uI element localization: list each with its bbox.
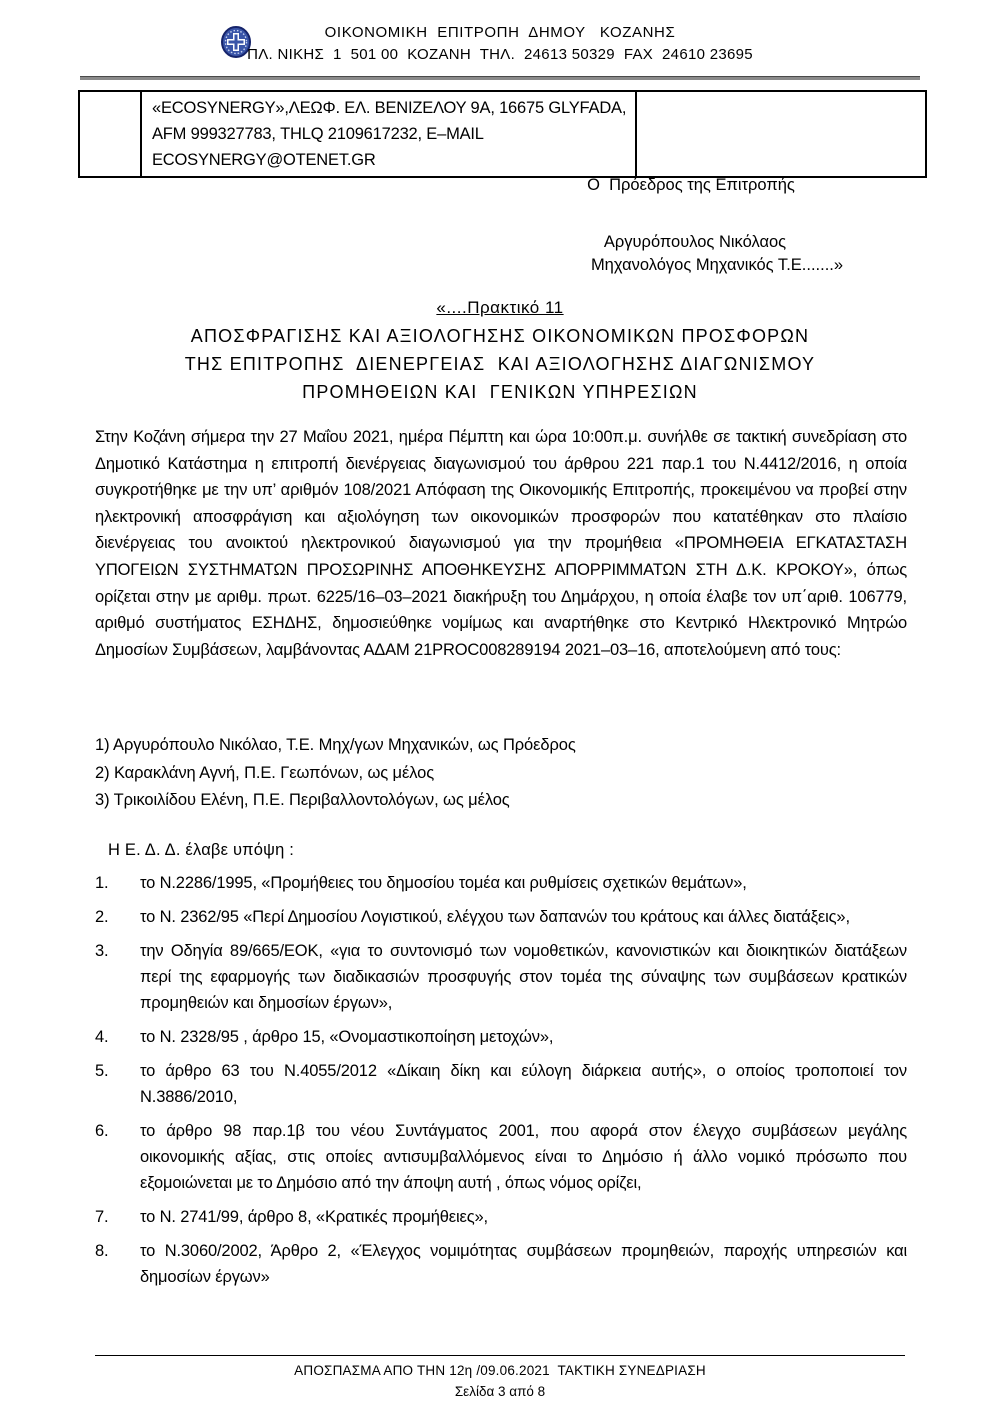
body-paragraph: Στην Κοζάνη σήμερα την 27 Μαΐου 2021, ημέρα Πέμπτη και ώρα 10:00π.μ. συνήλθε σε τακτική συνεδρίαση στο Δημοτικό Κατάστημα η επιτροπή διενέργειας διαγωνισμού του άρθρου 221 παρ.1 του Ν.4412/2016, η οποία συγκροτήθηκε με την υπ’ αριθμόν 108/2021 Απόφαση της Οικονομικής Επιτροπής, προκειμένου να προβεί στην ηλεκτρονική αποσφράγιση και αξιολόγηση των οικονομικών προσφορών που κατατέθηκαν στο πλαίσιο διενέργειας του ανοικτού ηλεκτρονικού διαγωνισμού για την προμήθεια «ΠΡΟΜΗΘΕΙΑ ΕΓΚΑΤΑΣΤΑΣΗ ΥΠΟΓΕΙΩΝ ΣΥΣΤΗΜΑΤΩΝ ΠΡΟΣΩΡΙΝΗΣ ΑΠΟΘΗΚΕΥΣΗΣ ΑΠΟΡΡΙΜΜΑΤΩΝ ΣΤΗ Δ.Κ. ΚΡΟΚΟΥ», όπως ορίζεται στην με αριθμ. πρωτ. 6225/16–03–2021 διακήρυξη του Δημάρχου, η οποία έλαβε τον υπ΄αριθ. 106779, αριθμό συστήματος ΕΣΗΔΗΣ, δημοσιεύθηκε νομίμως και αναρτήθηκε στο Κεντρικό Ηλεκτρονικό Μητρώο Δημοσίων Συμβάσεων, λαμβάνοντας ΑΔΑΜ 21PROC008289194 2021–03–16, αποτελούμενη από τους: <box>95 428 907 659</box>
list-item <box>95 1024 907 1050</box>
list-item-number: 3. <box>95 942 109 960</box>
table-cell-empty-left <box>79 91 141 177</box>
committee-member: 1) Αργυρόπουλο Νικόλαο, Τ.Ε. Μηχ/γων Μηχανικών, ως Πρόεδρος <box>95 736 576 754</box>
header-divider-rule <box>80 76 920 80</box>
header-address-line: ΠΛ. ΝΙΚΗΣ 1 501 00 ΚΟΖΑΝΗ ΤΗΛ. 24613 50329 FAX 24610 23695 <box>247 46 753 63</box>
signature-title: Ο Πρόεδρος της Επιτροπής <box>587 176 795 194</box>
heading-line-1: ΑΠΟΣΦΡΑΓΙΣΗΣ ΚΑΙ ΑΞΙΟΛΟΓΗΣΗΣ ΟΙΚΟΝΟΜΙΚΩΝ ΠΡΟΣΦΟΡΩΝ <box>190 326 810 346</box>
list-item-text: το άρθρο 98 παρ.1β του νέου Συντάγματος 2001, που αφορά στον έλεγχο συμβάσεων μεγάλης οικονομικής αξίας, στις οποίες αντισυμβαλλόμενος είναι το Δημόσιο ή άλλο νομικό πρόσωπο που εξομοιώνεται με το Δημόσιο από την άποψη αυτή , όπως νόμος ορίζει, <box>140 1122 907 1192</box>
list-item-number: 2. <box>95 908 109 926</box>
considered-intro: Η Ε. Δ. Δ. έλαβε υπόψη : <box>108 841 295 859</box>
considered-list <box>95 870 907 1298</box>
committee-member: 3) Τρικοιλίδου Ελένη, Π.Ε. Περιβαλλοντολόγων, ως μέλος <box>95 791 510 809</box>
list-item <box>95 938 907 1016</box>
table-row <box>79 91 926 177</box>
heading-praktiko: «....Πρακτικό 11 <box>436 298 564 317</box>
list-item-text: το Ν. 2741/99, άρθρο 8, «Κρατικές προμήθειες», <box>140 1208 488 1226</box>
heading-line-2: ΤΗΣ ΕΠΙΤΡΟΠΗΣ ΔΙΕΝΕΡΓΕΙΑΣ ΚΑΙ ΑΞΙΟΛΟΓΗΣΗΣ ΔΙΑΓΩΝΙΣΜΟΥ <box>184 354 816 374</box>
list-item-text: το άρθρο 63 του Ν.4055/2012 «Δίκαιη δίκη και εύλογη διάρκεια αυτής», ο οποίος τροποποιεί τον Ν.3886/2010, <box>140 1062 907 1106</box>
list-item <box>95 1204 907 1230</box>
list-item-number: 1. <box>95 874 109 892</box>
table-cell-empty-right <box>636 91 926 177</box>
footer-divider-rule <box>95 1355 905 1356</box>
table-cell-bidder-info: «ECOSYNERGY»,ΛΕΩΦ. ΕΛ. ΒΕΝΙΖΕΛΟΥ 9Α, 16675 GLYFADA, AFM 999327783, ΤΗLQ 2109617232, E–MAIL ECOSYNERGY@OTENET.GR <box>141 91 636 177</box>
list-item-text: το Ν. 2362/95 «Περί Δημοσίου Λογιστικού, ελέγχου των δαπανών του κράτους και άλλες διατάξεις», <box>140 908 850 926</box>
header-org-line: ΟΙΚΟΝΟΜΙΚΗ ΕΠΙΤΡΟΠΗ ΔΗΜΟΥ ΚΟΖΑΝΗΣ <box>324 24 676 41</box>
list-item <box>95 1058 907 1110</box>
signature-credentials: Μηχανολόγος Μηχανικός Τ.Ε.......» <box>590 256 844 274</box>
list-item-text: την Οδηγία 89/665/ΕΟΚ, «για το συντονισμό των νομοθετικών, κανονιστικών και διοικητικών διατάξεων περί της εφαρμογής των διαδικασιών προσφυγής στον τομέα της σύναψης των συμβάσεων κρατικών προμηθειών και δημοσίων έργων», <box>140 942 907 1012</box>
document-heading <box>0 294 1000 406</box>
list-item-text: το Ν. 2328/95 , άρθρο 15, «Ονομαστικοποίηση μετοχών», <box>140 1028 554 1046</box>
list-item-number: 8. <box>95 1242 109 1260</box>
committee-members-list <box>95 732 907 815</box>
bidder-table <box>78 90 927 178</box>
committee-member: 2) Καρακλάνη Αγνή, Π.Ε. Γεωπόνων, ως μέλος <box>95 763 435 782</box>
list-item-text: το Ν.2286/1995, «Προμήθειες του δημοσίου τομέα και ρυθμίσεις σχετικών θεμάτων», <box>140 874 747 892</box>
list-item <box>95 1118 907 1196</box>
list-item-number: 6. <box>95 1122 109 1140</box>
footer-page-number: Σελίδα 3 από 8 <box>454 1384 546 1399</box>
list-item <box>95 1238 907 1290</box>
heading-line-3: ΠΡΟΜΗΘΕΙΩΝ ΚΑΙ ΓΕΝΙΚΩΝ ΥΠΗΡΕΣΙΩΝ <box>302 382 698 402</box>
list-item-number: 5. <box>95 1062 109 1080</box>
list-item-number: 4. <box>95 1028 109 1046</box>
list-item <box>95 904 907 930</box>
footer-session-line: ΑΠΟΣΠΑΣΜΑ ΑΠΟ ΤΗΝ 12η /09.06.2021 ΤΑΚΤΙΚΗ ΣΥΝΕΔΡΙΑΣΗ <box>294 1363 706 1378</box>
list-item <box>95 870 907 896</box>
signature-name: Αργυρόπουλος Νικόλαος <box>603 233 787 251</box>
list-item-text: το Ν.3060/2002, Άρθρο 2, «Έλεγχος νομιμότητας συμβάσεων προμηθειών, παροχής υπηρεσιών και δημοσίων έργων» <box>140 1242 907 1286</box>
list-item-number: 7. <box>95 1208 109 1226</box>
